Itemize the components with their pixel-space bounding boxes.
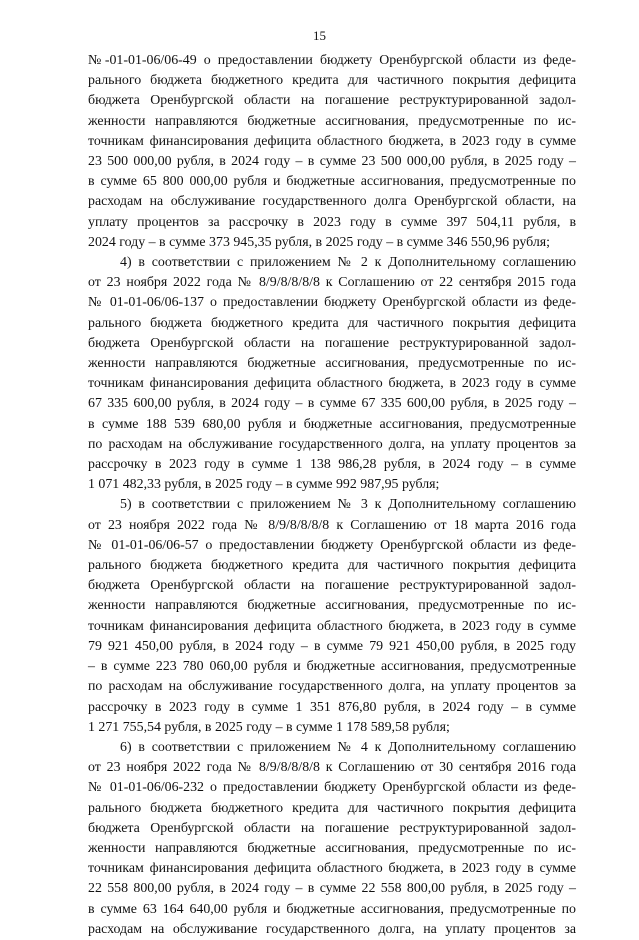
text-line: уплату процентов за рассрочку в 2023 году в сумме 397 504,11 рубля, в: [88, 214, 576, 230]
text-line: рального бюджета бюджетного кредита для частичного покрытия дефицита: [88, 558, 576, 574]
text-line: бюджета Оренбургской области на погашение реструктурированной задол-: [88, 820, 576, 836]
text-line: расходам на обслуживание государственного долга, на уплату процентов за: [88, 921, 576, 937]
text-line: точникам финансирования дефицита областного бюджета, в 2023 году в сумме: [88, 133, 576, 149]
text-line: 1 271 755,54 рубля, в 2025 году – в сумме 1 178 589,58 рубля;: [88, 719, 450, 735]
text-line: точникам финансирования дефицита областного бюджета, в 2023 году в сумме: [88, 618, 576, 634]
page-number: 15: [313, 28, 326, 43]
text-line: женности направляются бюджетные ассигнования, предусмотренные по ис-: [88, 113, 576, 129]
text-line: от 23 ноября 2022 года № 8/9/8/8/8/8 к Соглашению от 18 марта 2016 года: [88, 517, 576, 533]
text-line: бюджета Оренбургской области на погашение реструктурированной задол-: [88, 578, 576, 594]
text-line: женности направляются бюджетные ассигнования, предусмотренные по ис-: [88, 840, 576, 856]
text-line: от 23 ноября 2022 года № 8/9/8/8/8/8 к Соглашению от 30 сентября 2016 года: [88, 760, 576, 776]
text-line: рассрочку в 2023 году в сумме 1 351 876,80 рубля, в 2024 году – в сумме: [88, 699, 576, 715]
text-line: 1 071 482,33 рубля, в 2025 году – в сумме 992 987,95 рубля;: [88, 477, 440, 493]
text-line: бюджета Оренбургской области на погашение реструктурированной задол-: [88, 93, 576, 109]
paragraph-first-line: 5) в соответствии с приложением № 3 к Дополнительному соглашению: [120, 497, 576, 513]
text-line: расходам на обслуживание государственного долга Оренбургской области, на: [88, 194, 576, 210]
text-line: точникам финансирования дефицита областного бюджета, в 2023 году в сумме: [88, 376, 576, 392]
text-line: рального бюджета бюджетного кредита для частичного покрытия дефицита: [88, 73, 576, 89]
text-line: – в сумме 223 780 060,00 рубля и бюджетные ассигнования, предусмотренные: [88, 659, 576, 675]
text-line: рального бюджета бюджетного кредита для частичного покрытия дефицита: [88, 315, 576, 331]
text-line: № 01-01-06/06-137 о предоставлении бюджету Оренбургской области из феде-: [88, 295, 576, 311]
paragraph-first-line: 4) в соответствии с приложением № 2 к Дополнительному соглашению: [120, 255, 576, 271]
text-line: 2024 году – в сумме 373 945,35 рубля, в 2025 году – в сумме 346 550,96 рубля;: [88, 234, 551, 250]
text-line: №-01-01-06/06-49 о предоставлении бюджету Оренбургской области из феде-: [88, 53, 576, 68]
text-line: бюджета Оренбургской области на погашение реструктурированной задол-: [88, 335, 576, 351]
text-line: № 01-01-06/06-232 о предоставлении бюджету Оренбургской области из феде-: [88, 780, 576, 796]
text-line: от 23 ноября 2022 года № 8/9/8/8/8/8 к Соглашению от 22 сентября 2015 года: [88, 275, 576, 291]
text-line: 23 500 000,00 рубля, в 2024 году – в сумме 23 500 000,00 рубля, в 2025 году –: [88, 154, 576, 170]
text-line: 79 921 450,00 рубля, в 2024 году – в сумме 79 921 450,00 рубля, в 2025 году: [88, 638, 576, 654]
text-line: женности направляются бюджетные ассигнования, предусмотренные по ис-: [88, 598, 576, 614]
text-line: в сумме 188 539 680,00 рубля и бюджетные ассигнования, предусмотренные: [88, 416, 576, 432]
text-line: женности направляются бюджетные ассигнования, предусмотренные по ис-: [88, 356, 576, 372]
text-line: по расходам на обслуживание государственного долга, на уплату процентов за: [88, 436, 576, 452]
paragraph-first-line: 6) в соответствии с приложением № 4 к Дополнительному соглашению: [120, 739, 576, 755]
text-line: в сумме 63 164 640,00 рубля и бюджетные ассигнования, предусмотренные по: [88, 901, 576, 917]
text-line: рассрочку в 2023 году в сумме 1 138 986,28 рубля, в 2024 году – в сумме: [88, 457, 576, 473]
text-line: рального бюджета бюджетного кредита для частичного покрытия дефицита: [88, 800, 576, 816]
text-line: 67 335 600,00 рубля, в 2024 году – в сумме 67 335 600,00 рубля, в 2025 году –: [88, 396, 576, 412]
text-line: № 01-01-06/06-57 о предоставлении бюджету Оренбургской области из феде-: [88, 537, 576, 553]
text-line: по расходам на обслуживание государственного долга, на уплату процентов за: [88, 679, 576, 695]
text-line: 22 558 800,00 рубля, в 2024 году – в сумме 22 558 800,00 рубля, в 2025 году –: [88, 881, 576, 897]
text-line: точникам финансирования дефицита областного бюджета, в 2023 году в сумме: [88, 861, 576, 877]
document-body: [88, 51, 576, 940]
text-line: в сумме 65 800 000,00 рубля и бюджетные ассигнования, предусмотренные по: [88, 174, 576, 190]
